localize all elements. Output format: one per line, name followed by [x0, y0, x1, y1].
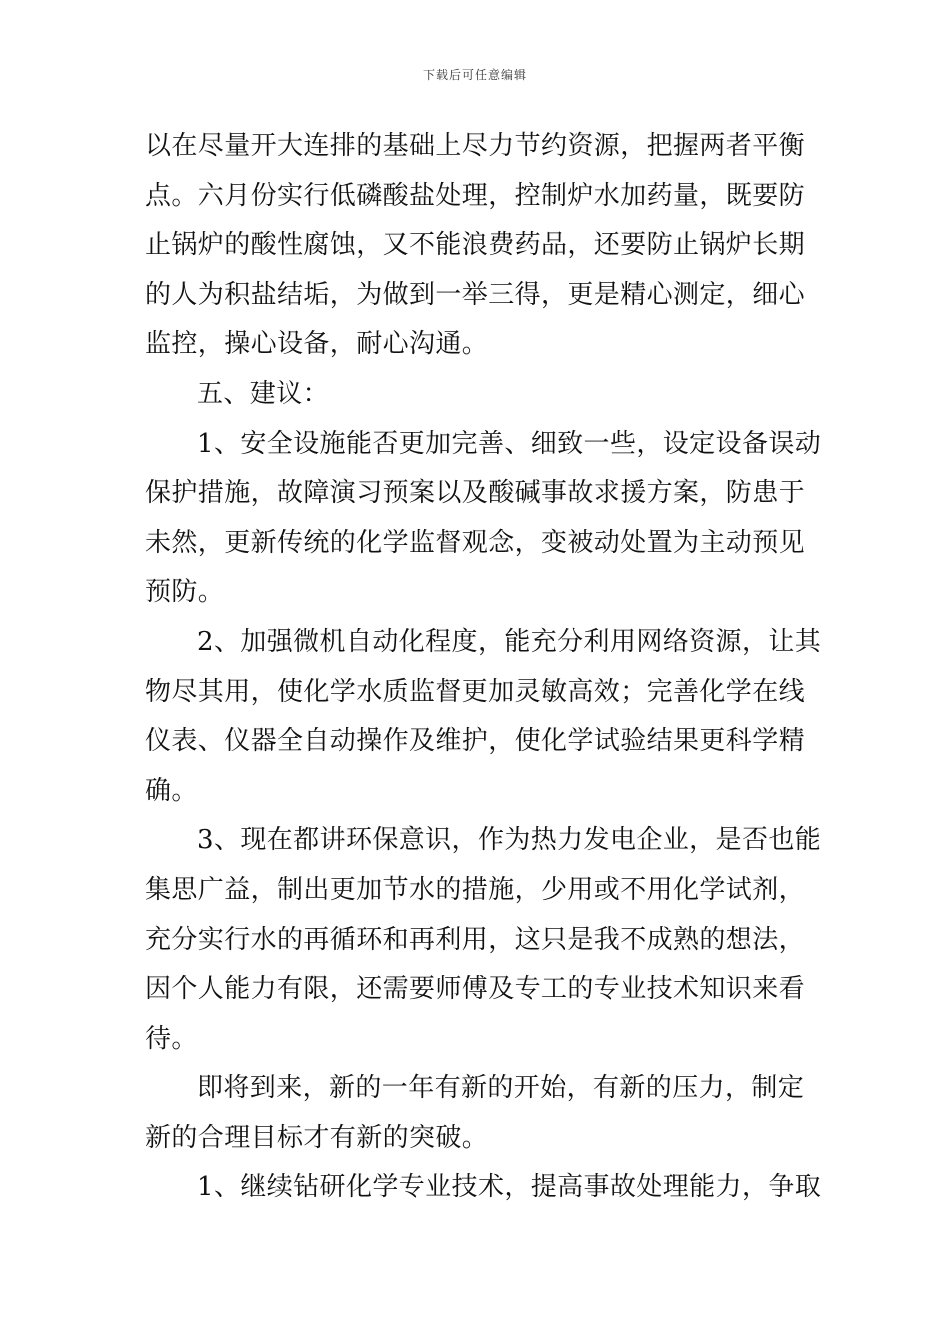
text-line: 的人为积盐结垢，为做到一举三得，更是精心测定，细心 — [145, 279, 806, 310]
text-line: 以在尽量开大连排的基础上尽力节约资源，把握两者平衡 — [145, 131, 806, 161]
text-line: 待。 — [145, 1023, 198, 1054]
text-line: 即将到来，新的一年有新的开始，有新的压力，制定 — [197, 1073, 805, 1104]
text-line: 1、继续钻研化学专业技术，提高事故处理能力，争取 — [197, 1172, 822, 1203]
text-line: 因个人能力有限，还需要师傅及专工的专业技术知识来看 — [145, 974, 806, 1005]
document-body — [145, 122, 822, 1213]
text-line: 点。六月份实行低磷酸盐处理，控制炉水加药量，既要防 — [145, 180, 806, 211]
text-line: 保护措施，故障演习预案以及酸碱事故求援方案，防患于 — [145, 478, 806, 509]
text-line: 1、安全设施能否更加完善、细致一些，设定设备误动 — [197, 428, 822, 459]
page-header-note: 下载后可任意编辑 — [422, 68, 527, 82]
section-heading: 五、建议： — [197, 378, 330, 409]
text-line: 仪表、仪器全自动操作及维护，使化学试验结果更科学精 — [145, 726, 806, 757]
text-line: 监控，操心设备，耐心沟通。 — [145, 329, 489, 360]
text-line: 止锅炉的酸性腐蚀，又不能浪费药品，还要防止锅炉长期 — [145, 230, 806, 261]
text-line: 未然，更新传统的化学监督观念，变被动处置为主动预见 — [145, 527, 806, 558]
text-line: 物尽其用，使化学水质监督更加灵敏高效；完善化学在线 — [145, 676, 806, 707]
text-line: 确。 — [145, 775, 198, 806]
text-line: 2、加强微机自动化程度，能充分利用网络资源，让其 — [197, 626, 822, 657]
text-line: 充分实行水的再循环和再利用，这只是我不成熟的想法， — [145, 924, 806, 955]
text-line: 新的合理目标才有新的突破。 — [145, 1122, 489, 1153]
text-line: 集思广益，制出更加节水的措施，少用或不用化学试剂， — [145, 874, 806, 905]
text-line: 预防。 — [145, 577, 225, 608]
text-line: 3、现在都讲环保意识，作为热力发电企业，是否也能 — [197, 825, 822, 856]
